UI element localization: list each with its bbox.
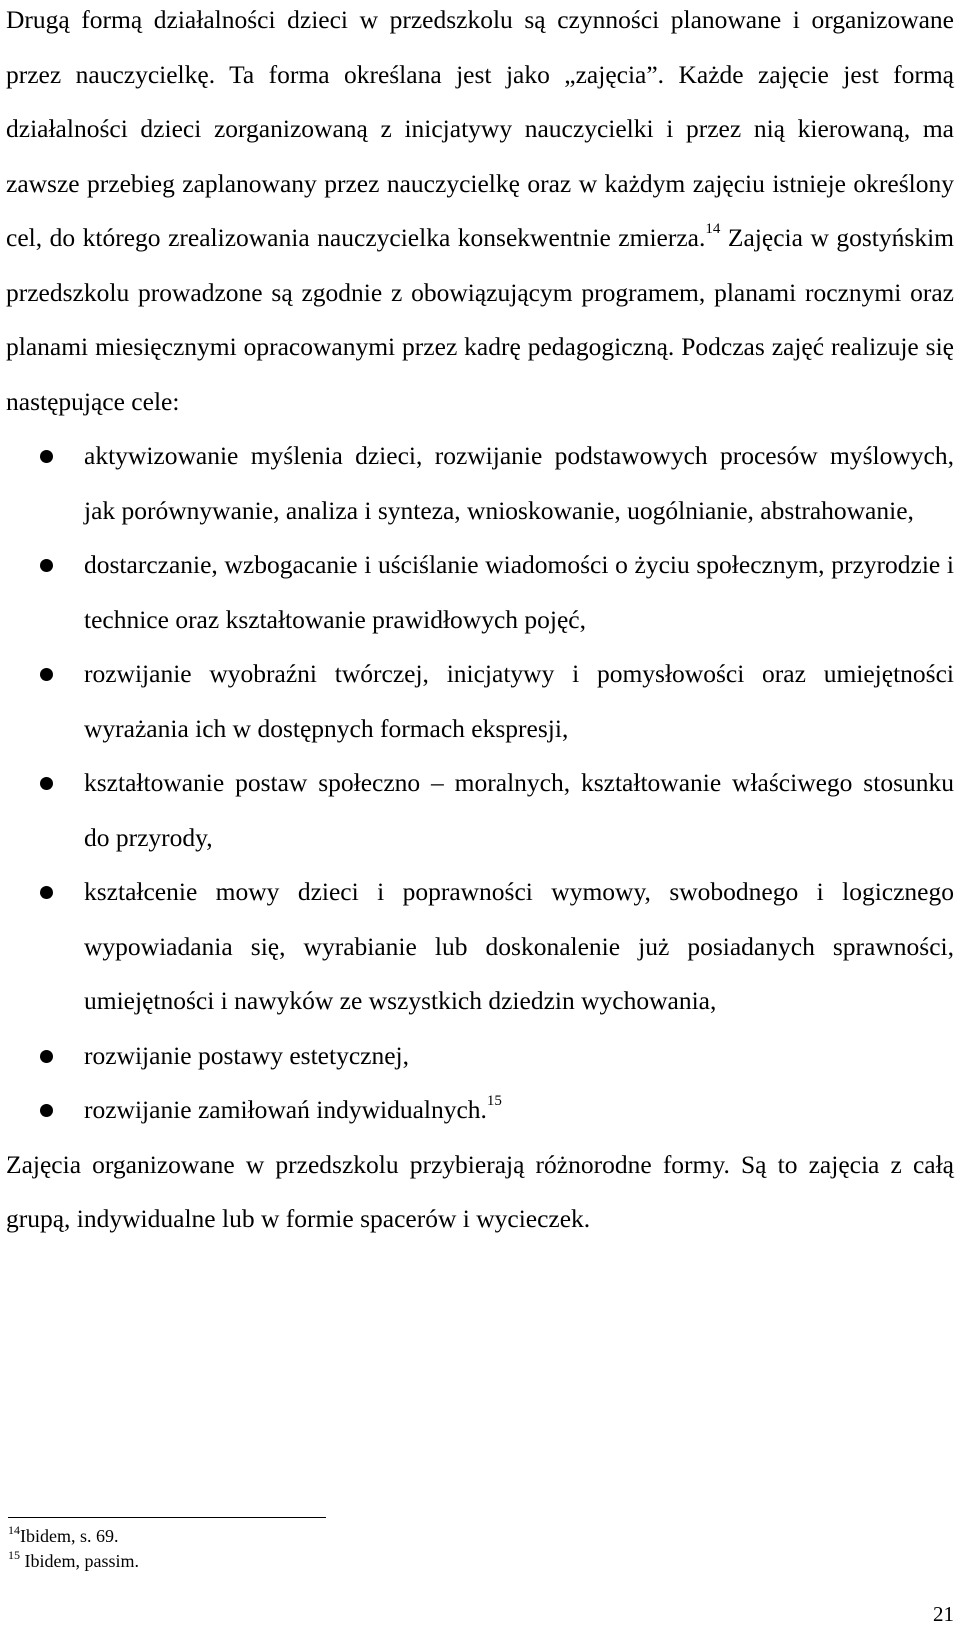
closing-paragraph: Zajęcia organizowane w przedszkolu przybierają różnorodne formy. Są to zajęcia z całą grupą, indywidualne lub w formie spacerów i wycieczek.: [6, 1149, 954, 1233]
intro-text-part-2: Zajęcia w gostyńskim przedszkolu prowadzone są zgodnie z obowiązującym programem, planami rocznymi oraz planami miesięcznymi opracowanymi przez kadrę pedagogiczną. Podczas zajęć realizuje się następujące cele:: [6, 223, 954, 416]
footnote-ref-15[interactable]: 15: [486, 1093, 502, 1109]
goals-list: [6, 429, 954, 1138]
goal-text: kształtowanie postaw społeczno – moralnych, kształtowanie właściwego stosunku do przyrody,: [84, 768, 954, 852]
footnote-number: 14: [8, 1523, 20, 1537]
footnote-separator: [8, 1517, 326, 1518]
page-body: [6, 0, 954, 1247]
bullet-icon: [40, 559, 53, 572]
bullet-icon: [40, 777, 53, 790]
footnote-14: [8, 1524, 139, 1549]
goal-text: rozwijanie zamiłowań indywidualnych.: [84, 1095, 487, 1124]
goal-item: [6, 1029, 954, 1084]
footnote-text: Ibidem, passim.: [20, 1551, 139, 1571]
goal-item: [6, 865, 954, 1029]
footnote-ref-14[interactable]: 14: [705, 221, 721, 237]
goal-item: [6, 756, 954, 865]
footnote-text: Ibidem, s. 69.: [20, 1526, 119, 1546]
bullet-icon: [40, 450, 53, 463]
goal-text: kształcenie mowy dzieci i poprawności wymowy, swobodnego i logicznego wypowiadania się, wyrabianie lub doskonalenie już posiadanych sprawności, umiejętności i nawyków ze wszystkich dziedzin wychowania,: [84, 877, 954, 1015]
goal-item: [6, 647, 954, 756]
page-number: 21: [933, 1602, 954, 1626]
goal-item: [6, 1083, 954, 1138]
goal-text: dostarczanie, wzbogacanie i uściślanie wiadomości o życiu społecznym, przyrodzie i technice oraz kształtowanie prawidłowych pojęć,: [84, 550, 954, 634]
goal-item: [6, 429, 954, 538]
footnote-15: [8, 1549, 139, 1574]
bullet-icon: [40, 668, 53, 681]
footnotes: [8, 1524, 139, 1574]
bullet-icon: [40, 1104, 53, 1117]
intro-paragraph: [6, 0, 954, 429]
goal-text: rozwijanie postawy estetycznej,: [84, 1040, 410, 1070]
goal-item: [6, 538, 954, 647]
intro-text-part-1: Drugą formą działalności dzieci w przedszkolu są czynności planowane i organizowane przez nauczycielkę. Ta forma określana jest jako „zajęcia”. Każde zajęcie jest formą działalności dzieci zorganizowaną z inicjatywy nauczycielki i przez nią kierowaną, ma zawsze przebieg zaplanowany przez nauczycielkę oraz w każdym zajęciu istnieje określony cel, do którego zrealizowania nauczycielka konsekwentnie zmierza.: [6, 5, 954, 252]
bullet-icon: [40, 1050, 53, 1063]
goal-text: aktywizowanie myślenia dzieci, rozwijanie podstawowych procesów myślowych, jak porównywanie, analiza i synteza, wnioskowanie, uogólnianie, abstrahowanie,: [84, 441, 954, 525]
bullet-icon: [40, 886, 53, 899]
footnote-number: 15: [8, 1548, 20, 1562]
goal-text: rozwijanie wyobraźni twórczej, inicjatywy i pomysłowości oraz umiejętności wyrażania ich w dostępnych formach ekspresji,: [84, 659, 954, 743]
